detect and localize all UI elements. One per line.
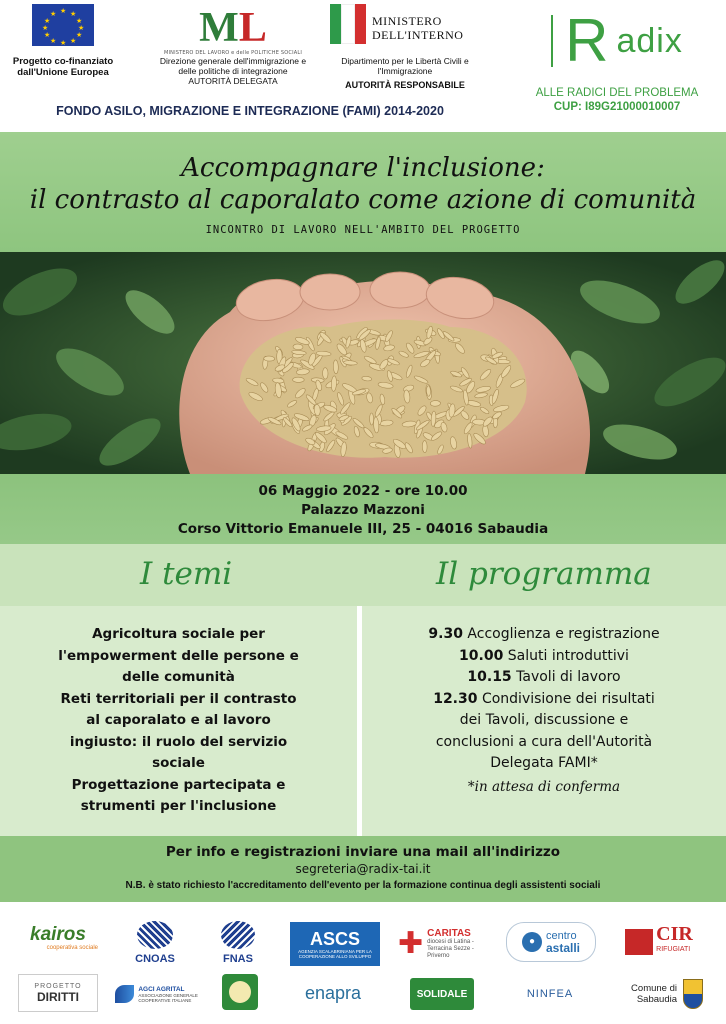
- kairos-name: kairos: [30, 924, 86, 945]
- ninfea-name: NINFEA: [526, 988, 574, 1000]
- header: [0, 0, 726, 132]
- astalli-name: astalli: [545, 941, 581, 955]
- partner-logos: [0, 902, 726, 1024]
- radix-r: R: [565, 7, 609, 74]
- radix-cup: CUP: I89G21000010007: [553, 101, 681, 113]
- programma-text: Accoglienza e registrazione: [467, 626, 660, 642]
- cir-sub: RIFUGIATI: [656, 946, 691, 953]
- programma-heading: Il programma: [436, 556, 652, 592]
- cnoas-logo: [125, 916, 185, 970]
- sabaudia-crest-icon: [683, 979, 703, 1009]
- radix-adix: adix: [616, 22, 683, 60]
- temi-line: al caporalato e al lavoro: [86, 712, 271, 728]
- fnas-logo: [210, 916, 266, 970]
- temi-line: Agricoltura sociale per: [92, 626, 265, 642]
- ministero-name-2: DELL'INTERNO: [372, 28, 464, 42]
- solidale-name: SOLIDALE: [416, 988, 468, 1000]
- agci-emblem-icon: [115, 985, 134, 1003]
- programma-row: [362, 646, 726, 668]
- radix-block: [512, 6, 722, 114]
- page-subtitle: INCONTRO DI LAVORO NELL'AMBITO DEL PROGETTO: [205, 224, 521, 236]
- caritas-cross-icon: ✚: [398, 927, 424, 960]
- ml-text: Direzione generale dell'immigrazione e delle politiche di integrazione: [159, 56, 307, 76]
- centro-astalli-logo: [506, 922, 596, 962]
- kairos-logo: [18, 920, 98, 956]
- programma-text: Saluti introduttivi: [507, 647, 629, 664]
- programma-row: [362, 624, 726, 646]
- agci-logo: [115, 976, 203, 1012]
- section-headings: [0, 544, 726, 606]
- event-info-band: [0, 474, 726, 544]
- eu-logo-block: [8, 4, 118, 78]
- enapra-name: enapra: [304, 982, 362, 1003]
- programma-note: *in attesa di conferma: [467, 778, 621, 795]
- temi-column: [0, 606, 357, 836]
- ministero-text: Dipartimento per le Libertà Civili e l'Immigrazione: [341, 56, 469, 76]
- radix-logo: [512, 6, 722, 76]
- ministero-interno-block: [330, 4, 480, 90]
- programma-text: Tavoli di lavoro: [516, 669, 621, 685]
- ascs-sub: AGENZIA SCALABRINIANA PER LA COOPERAZIONE ALLO SVILUPPO: [298, 949, 372, 959]
- programma-time: 12.30: [433, 690, 478, 707]
- fnas-emblem-icon: [221, 921, 255, 949]
- comune-sabaudia-logo: [610, 972, 710, 1016]
- event-place: Palazzo Mazzoni: [301, 502, 425, 518]
- caritas-logo: [398, 920, 490, 968]
- ascs-name: ASCS: [309, 929, 360, 949]
- italian-flag-icon: [330, 4, 366, 44]
- coldiretti-emblem-icon: [222, 974, 258, 1010]
- temi-line: Reti territoriali per il contrasto: [60, 690, 297, 707]
- progetto-diritti-logo: [18, 974, 98, 1012]
- info-line: Per info e registrazioni inviare una mail all'indirizzo: [165, 844, 561, 860]
- centro-name: centro: [545, 930, 577, 942]
- temi-line: strumenti per l'inclusione: [80, 798, 277, 814]
- ml-small-text: MINISTERO DEL LAVORO e delle POLITICHE SOCIALI: [163, 50, 303, 56]
- caritas-name: CARITAS: [427, 928, 471, 939]
- temi-line: l'empowerment delle persone e: [58, 647, 299, 664]
- programma-continuation: dei Tavoli, discussione e: [459, 712, 629, 728]
- cir-logo: [612, 922, 706, 962]
- ninfea-logo: [518, 980, 582, 1008]
- progetto-label: PROGETTO: [34, 982, 82, 990]
- ascs-logo: [290, 922, 380, 966]
- cir-emblem-icon: [625, 929, 653, 955]
- cir-name: CIR: [656, 923, 693, 945]
- programma-time: 10.00: [459, 647, 504, 664]
- cnoas-name: CNOAS: [135, 953, 175, 965]
- temi-line: Progettazione partecipata e: [71, 776, 286, 793]
- temi-heading: I temi: [140, 556, 233, 592]
- diritti-label: DIRITTI: [37, 989, 79, 1004]
- enapra-logo: [292, 978, 374, 1008]
- radix-subtitle: ALLE RADICI DEL PROBLEMA: [535, 87, 699, 99]
- temi-line: delle comunità: [122, 669, 235, 685]
- info-nb: N.B. è stato richiesto l'accreditamento dell'evento per la formazione continua degli assistenti sociali: [125, 880, 601, 891]
- programma-column: [362, 606, 726, 836]
- cnoas-emblem-icon: [137, 921, 173, 949]
- fondo-title: FONDO ASILO, MIGRAZIONE E INTEGRAZIONE (FAMI) 2014-2020: [56, 104, 444, 118]
- eu-text: Progetto co-finanziato dall'Unione Europea: [12, 56, 114, 78]
- programma-continuation: Delegata FAMI*: [490, 755, 598, 771]
- title-line-2: il contrasto al caporalato come azione di comunità: [29, 185, 697, 215]
- programma-continuation: conclusioni a cura dell'Autorità: [435, 733, 653, 750]
- programma-row: [362, 667, 726, 689]
- sabaudia-name: Comune di Sabaudia: [631, 983, 677, 1005]
- ministero-name-1: MINISTERO: [372, 14, 442, 28]
- caritas-sub: diocesi di Latina - Terracina Sezze - Priverno: [427, 939, 474, 959]
- title-band: [0, 132, 726, 252]
- info-email[interactable]: segreteria@radix-tai.it: [295, 862, 431, 876]
- temi-line: ingiusto: il ruolo del servizio: [69, 733, 288, 750]
- temi-line: sociale: [152, 755, 205, 771]
- kairos-sub: cooperativa sociale: [46, 945, 98, 951]
- radix-bar-icon: [551, 15, 553, 67]
- programma-row: [362, 689, 726, 711]
- ministero-role: AUTORITÀ RESPONSABILE: [345, 80, 465, 90]
- title-line-1: Accompagnare l'inclusione:: [181, 153, 545, 183]
- ministero-lavoro-block: [158, 2, 308, 86]
- info-band: [0, 836, 726, 902]
- astalli-emblem-icon: ●: [522, 932, 542, 952]
- agci-name: AGCI AGRITAL: [138, 985, 185, 993]
- solidale-logo: [410, 978, 474, 1010]
- hands-grain-photo: [0, 252, 726, 474]
- ml-logo-icon: M L: [199, 5, 267, 51]
- programma-time: 10.15: [467, 669, 512, 685]
- event-address: Corso Vittorio Emanuele III, 25 - 04016 Sabaudia: [177, 521, 549, 537]
- programma-time: 9.30: [428, 626, 463, 642]
- eu-flag-icon: ★ ★ ★ ★ ★ ★ ★ ★ ★ ★ ★ ★: [32, 4, 94, 46]
- event-date: 06 Maggio 2022 - ore 10.00: [258, 483, 468, 499]
- programma-text: Condivisione dei risultati: [481, 690, 655, 707]
- page-title: [0, 152, 726, 216]
- ml-role: AUTORITÀ DELEGATA: [188, 76, 278, 86]
- agci-sub: ASSOCIAZIONE GENERALE COOPERATIVE ITALIANE: [138, 992, 198, 1003]
- fnas-name: FNAS: [223, 953, 253, 965]
